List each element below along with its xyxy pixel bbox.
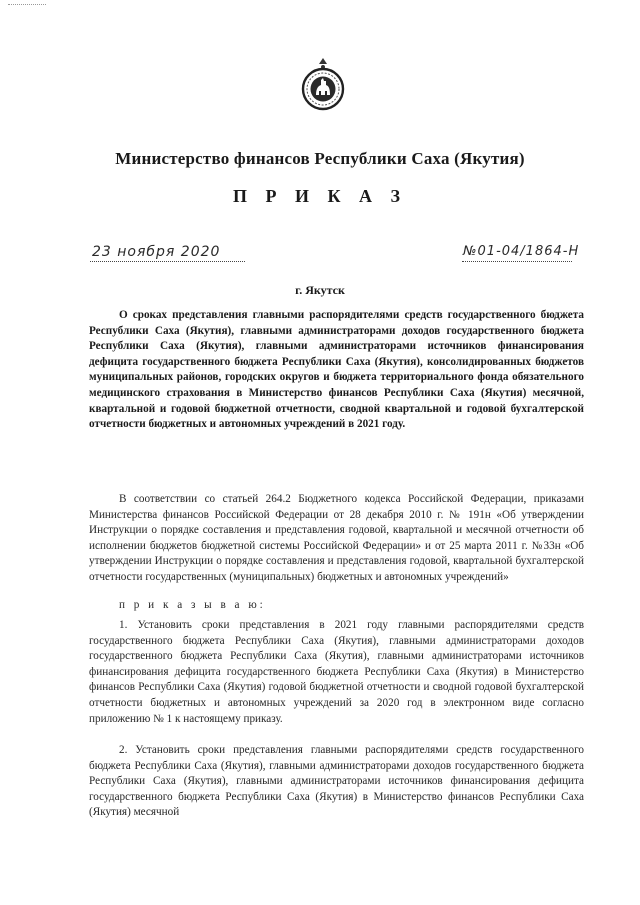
- handwritten-number: №01-04/1864-Н: [463, 244, 580, 259]
- clause-1: 1. Установить сроки представления в 2021 году главными распорядителями средств государственного бюджета Республики Саха (Якутия), главными администраторами доходов государственного бюджета Республики Саха (Якутия), главными администраторами источников финансирования дефицита государственного бюджета Республики Саха (Якутия) в Министерство финансов Республики Саха (Якутия) годовой бюджетной отчетности и сводной годовой бухгалтерской отчетности бюджетных и автономных учреждений за 2020 год в электронном виде согласно приложению № 1 к настоящему приказу.: [89, 619, 584, 725]
- handwritten-date: 23 ноября 2020: [92, 244, 221, 260]
- date-line: [90, 261, 245, 262]
- scan-corner-mark: [8, 4, 46, 5]
- document-title: О сроках представления главными распорядителями средств государственного бюджета Республики Саха (Якутия), главными администраторами доходов государственного бюджета Республики Саха (Якутия), главными администраторами источников финансирования дефицита государственного бюджета Республики Саха (Якутия), консолидированных бюджетов муниципальных районов, городских округов и бюджета территориального фонда обязательного медицинского страхования в Министерство финансов Республики Саха (Якутия) месячной, квартальной и годовой бюджетной отчетности, сводной квартальной и годовой бухгалтерской отчетности бюджетных и автономных учреждений в 2021 году.: [89, 309, 584, 431]
- ministry-name: Министерство финансов Республики Саха (Якутия): [115, 149, 525, 168]
- clause-2: 2. Установить сроки представления главными распорядителями средств государственного бюджета Республики Саха (Якутия), главными администраторами доходов государственного бюджета Республики Саха (Якутия), главными администраторами источников финансирования дефицита государственного бюджета Республики Саха (Якутия) в Министерство финансов Республики Саха (Якутия) месячной: [89, 744, 584, 819]
- document-type: П Р И К А З: [232, 186, 408, 206]
- order-word: п р и к а з ы в а ю:: [119, 599, 266, 611]
- number-line: [462, 261, 572, 262]
- coat-of-arms-icon: [299, 56, 347, 112]
- intro-paragraph: В соответствии со статьей 264.2 Бюджетного кодекса Российской Федерации, приказами Министерства финансов Российской Федерации от 28 декабря 2010 г. № 191н «Об утверждении Инструкции о порядке составления и представления годовой, квартальной и месячной отчетности об исполнении бюджетов бюджетной системы Российской Федерации» и от 25 марта 2011 г. №33н «Об утверждении Инструкции о порядке составления и представления годовой, квартальной бухгалтерской отчетности государственных (муниципальных) бюджетных и автономных учреждений»: [89, 493, 584, 583]
- city-label: г. Якутск: [295, 283, 345, 297]
